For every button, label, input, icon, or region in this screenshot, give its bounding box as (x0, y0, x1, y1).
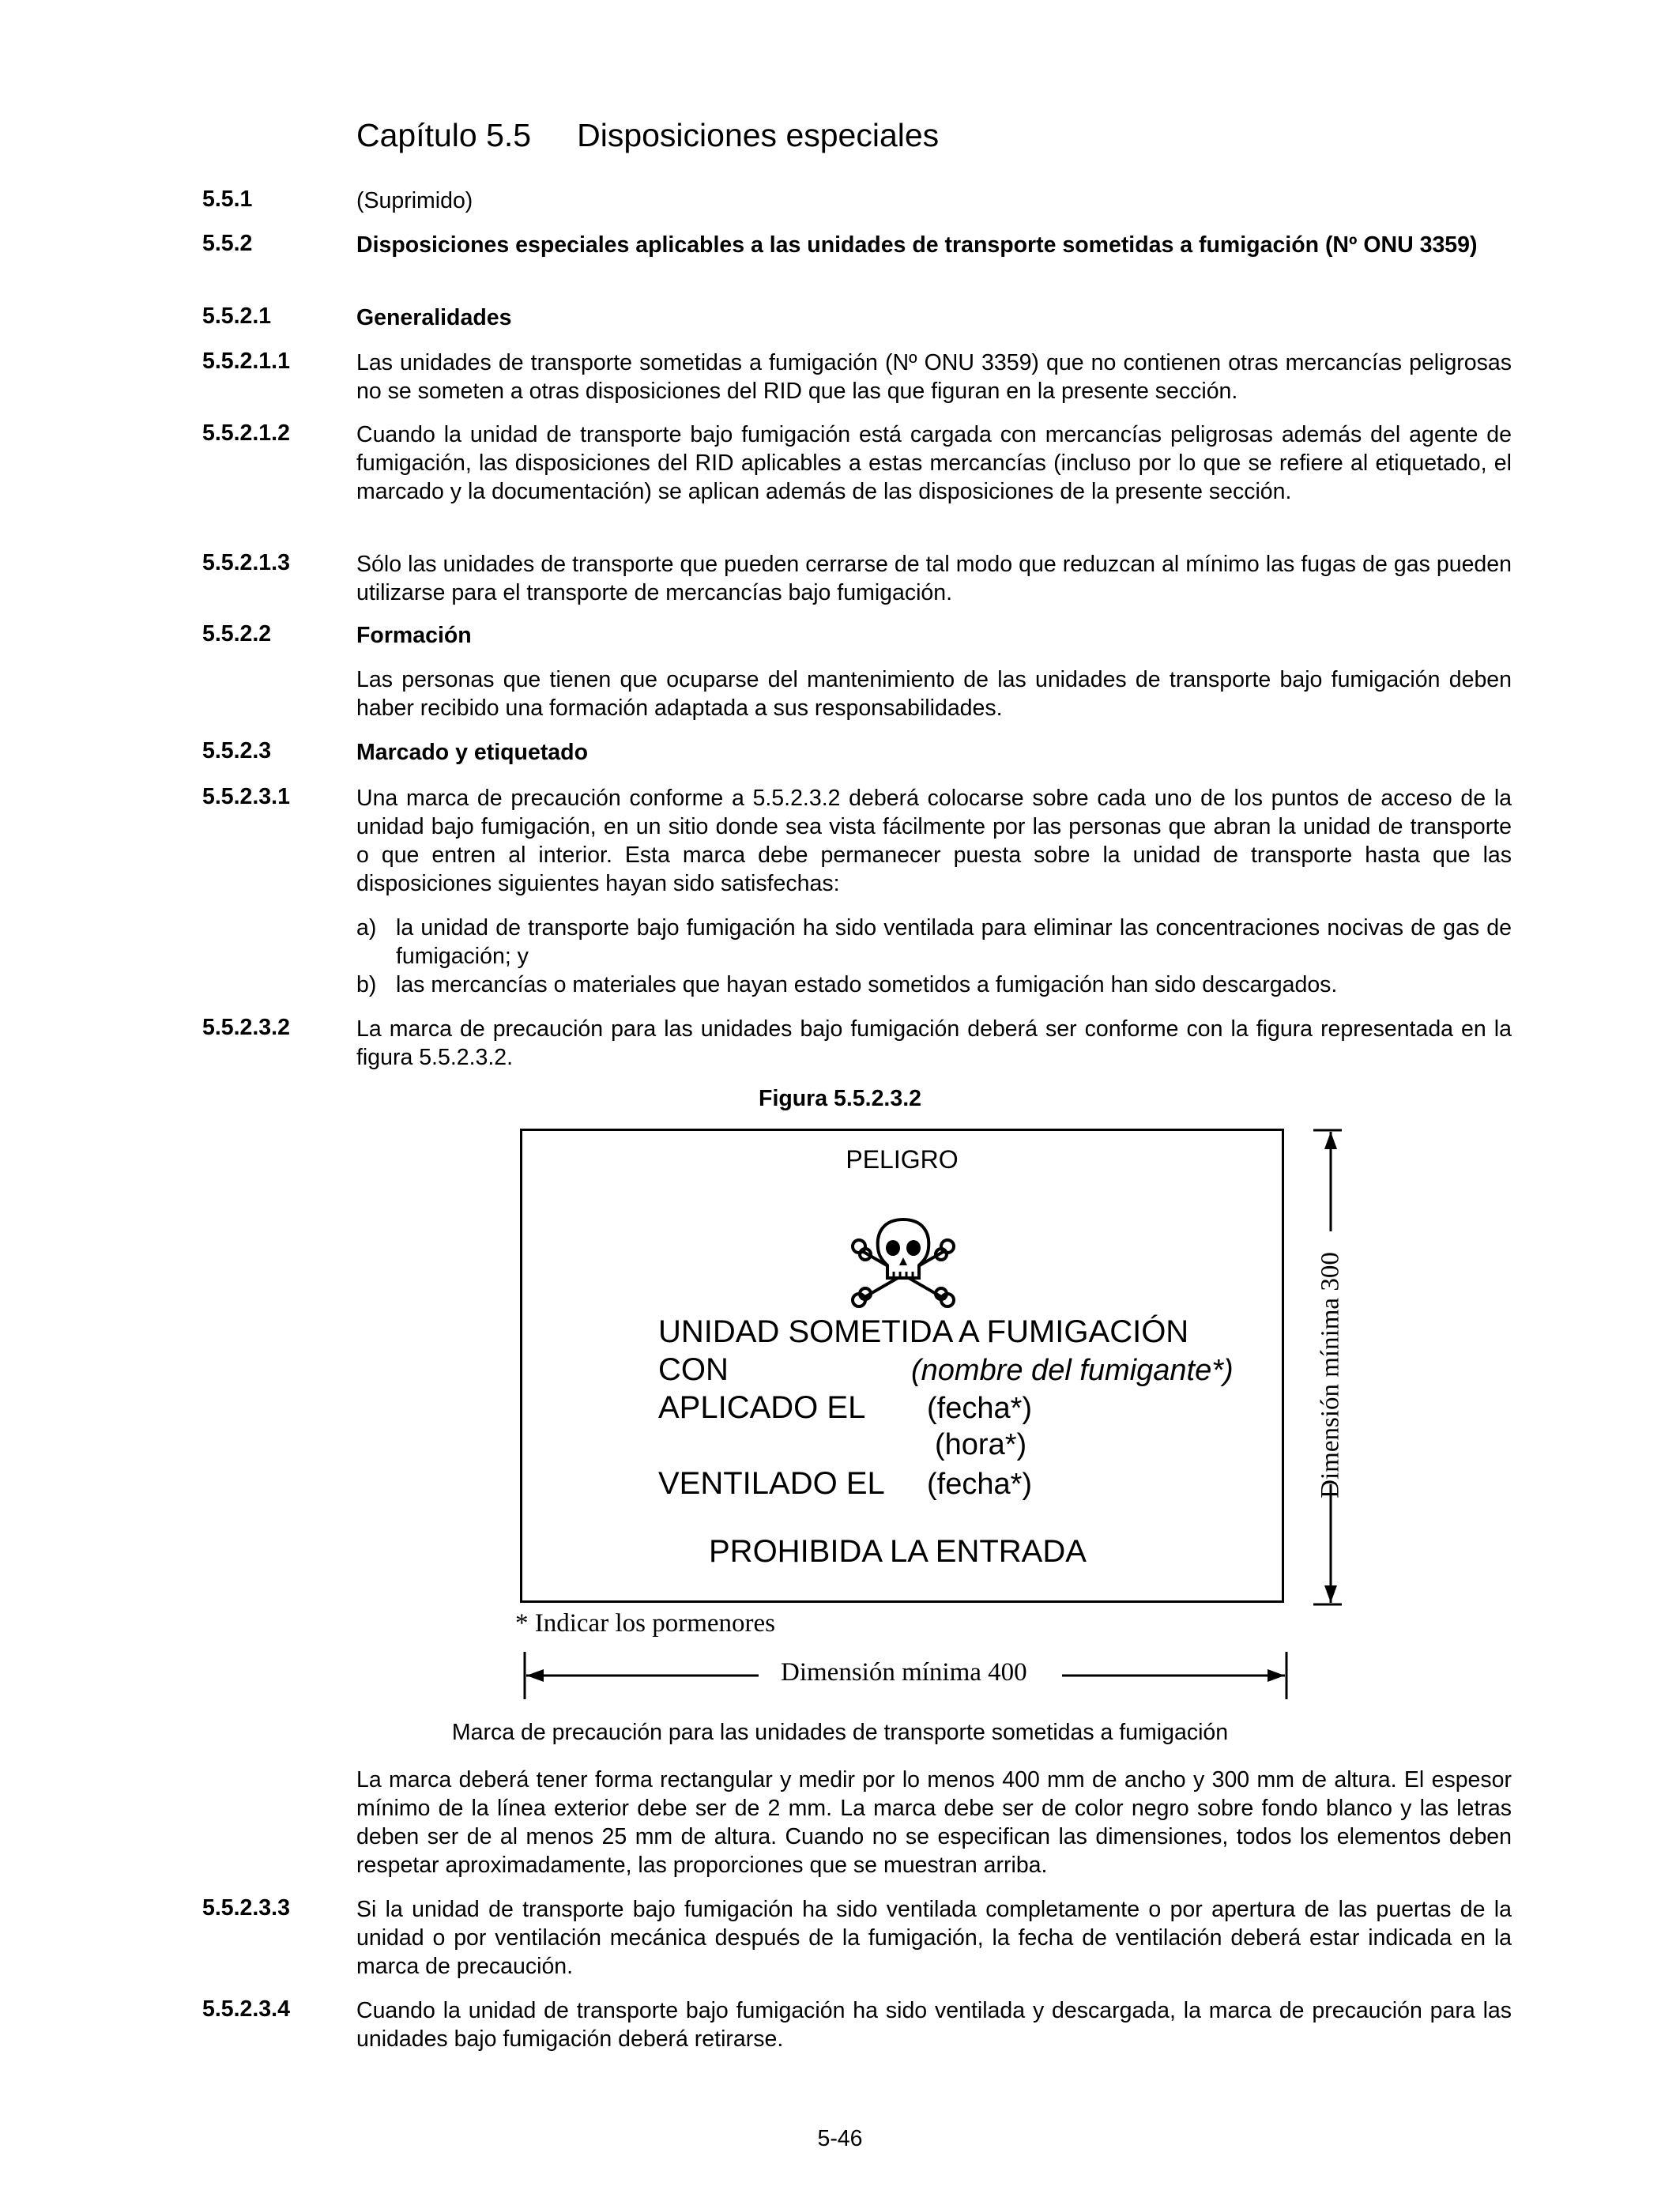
sign-aplicado-label: APLICADO EL (658, 1390, 866, 1425)
section-number: 5.5.1 (202, 187, 253, 212)
sign-con-label: CON (658, 1352, 729, 1387)
sign-con-value: (nombre del fumigante*) (911, 1354, 1234, 1387)
list-item-label: b) (356, 972, 377, 997)
section-number: 5.5.2.3.3 (202, 1895, 290, 1921)
section-heading: Marcado y etiquetado (356, 740, 588, 765)
sign-aplicado-fecha: (fecha*) (927, 1392, 1033, 1425)
section-number: 5.5.2.1.1 (202, 349, 290, 374)
section-number: 5.5.2.3.1 (202, 784, 290, 809)
section-heading: Disposiciones especiales aplicables a las unidades de transporte sometidas a fumigación (Nº ONU 3359) (356, 232, 1478, 258)
section-text: Las unidades de transporte sometidas a fumigación (Nº ONU 3359) que no contienen otras mercancías peligrosas no se someten a otras disposiciones del RID que las que figuran en la presente sección. (356, 350, 1512, 404)
section-heading: Generalidades (356, 305, 512, 330)
sign-ventilado-label: VENTILADO EL (658, 1466, 885, 1501)
figure-title: Figura 5.5.2.3.2 (759, 1086, 921, 1111)
section-text: Cuando la unidad de transporte bajo fumigación ha sido ventilada y descargada, la marca de precaución para las unidades bajo fumigación deberá retirarse. (356, 1998, 1512, 2052)
list-item-label: a) (356, 915, 377, 941)
sign-prohibida: PROHIBIDA LA ENTRADA (709, 1534, 1087, 1569)
list-item-text: la unidad de transporte bajo fumigación ha sido ventilada para eliminar las concentraciones nocivas de gas de fumigación; y (396, 915, 1512, 969)
section-text: Cuando la unidad de transporte bajo fumigación está cargada con mercancías peligrosas además del agente de fumigación, las disposiciones del RID aplicables a estas mercancías (incluso por lo que se refiere al etiquetado, el marcado y la documentación) se aplican además de las disposiciones de la presente sección. (356, 422, 1512, 504)
section-number: 5.5.2.1 (202, 303, 272, 329)
section-text: Si la unidad de transporte bajo fumigación ha sido ventilada completamente o por apertura de las puertas de la unidad o por ventilación mecánica después de la fumigación, la fecha de ventilación deberá estar indicada en la marca de precaución. (356, 1897, 1512, 1979)
dim-height-label: Dimensión mínima 300 (1316, 1252, 1345, 1498)
section-number: 5.5.2.3 (202, 738, 272, 763)
section-text: La marca de precaución para las unidades bajo fumigación deberá ser conforme con la figura representada en la figura 5.5.2.3.2. (356, 1016, 1512, 1070)
chapter-heading (356, 117, 939, 154)
sign-ventilado-fecha: (fecha*) (927, 1468, 1033, 1501)
sign-line-unidad: UNIDAD SOMETIDA A FUMIGACIÓN (658, 1314, 1189, 1349)
figure-footnote: * Indicar los pormenores (515, 1609, 775, 1638)
fumigation-warning-sign (520, 1129, 1284, 1603)
skull-and-crossbones-icon (848, 1202, 959, 1313)
sign-peligro: PELIGRO (846, 1145, 959, 1174)
list-item-text: las mercancías o materiales que hayan estado sometidos a fumigación han sido descargados. (396, 972, 1338, 997)
section-number: 5.5.2.1.2 (202, 420, 290, 446)
chapter-number: Capítulo 5.5 (356, 117, 532, 153)
section-text: Una marca de precaución conforme a 5.5.2.3.2 deberá colocarse sobre cada uno de los puntos de acceso de la unidad bajo fumigación, en un sitio donde sea vista fácilmente por las personas que abran la unidad de transporte o que entren al interior. Esta marca debe permanecer puesta sobre la unidad de transporte hasta que las disposiciones siguientes hayan sido satisfechas: (356, 786, 1512, 896)
section-number: 5.5.2.2 (202, 621, 272, 647)
chapter-title: Disposiciones especiales (577, 117, 940, 153)
section-number: 5.5.2.3.4 (202, 1996, 290, 2022)
section-text: Sólo las unidades de transporte que pueden cerrarse de tal modo que reduzcan al mínimo las fugas de gas pueden utilizarse para el transporte de mercancías bajo fumigación. (356, 552, 1512, 605)
section-heading: Formación (356, 623, 472, 648)
section-text: (Suprimido) (356, 188, 473, 213)
figure-caption: Marca de precaución para las unidades de transporte sometidas a fumigación (451, 1720, 1229, 1745)
section-number: 5.5.2.3.2 (202, 1015, 290, 1040)
section-number: 5.5.2.1.3 (202, 550, 290, 575)
sign-aplicado-hora: (hora*) (935, 1428, 1027, 1461)
section-text: Las personas que tienen que ocuparse del mantenimiento de las unidades de transporte bajo fumigación deben haber recibido una formación adaptada a sus responsabilidades. (356, 667, 1512, 721)
section-text: La marca deberá tener forma rectangular y medir por lo menos 400 mm de ancho y 300 mm de altura. El espesor mínimo de la línea exterior debe ser de 2 mm. La marca debe ser de color negro sobre fondo blanco y las letras deben ser de al menos 25 mm de altura. Cuando no se especifican las dimensiones, todos los elementos deben respetar aproximadamente, las proporciones que se muestran arriba. (356, 1767, 1512, 1878)
section-number: 5.5.2 (202, 231, 253, 256)
dim-width-label: Dimensión mínima 400 (781, 1658, 1027, 1687)
page-number: 5-46 (817, 2126, 863, 2151)
